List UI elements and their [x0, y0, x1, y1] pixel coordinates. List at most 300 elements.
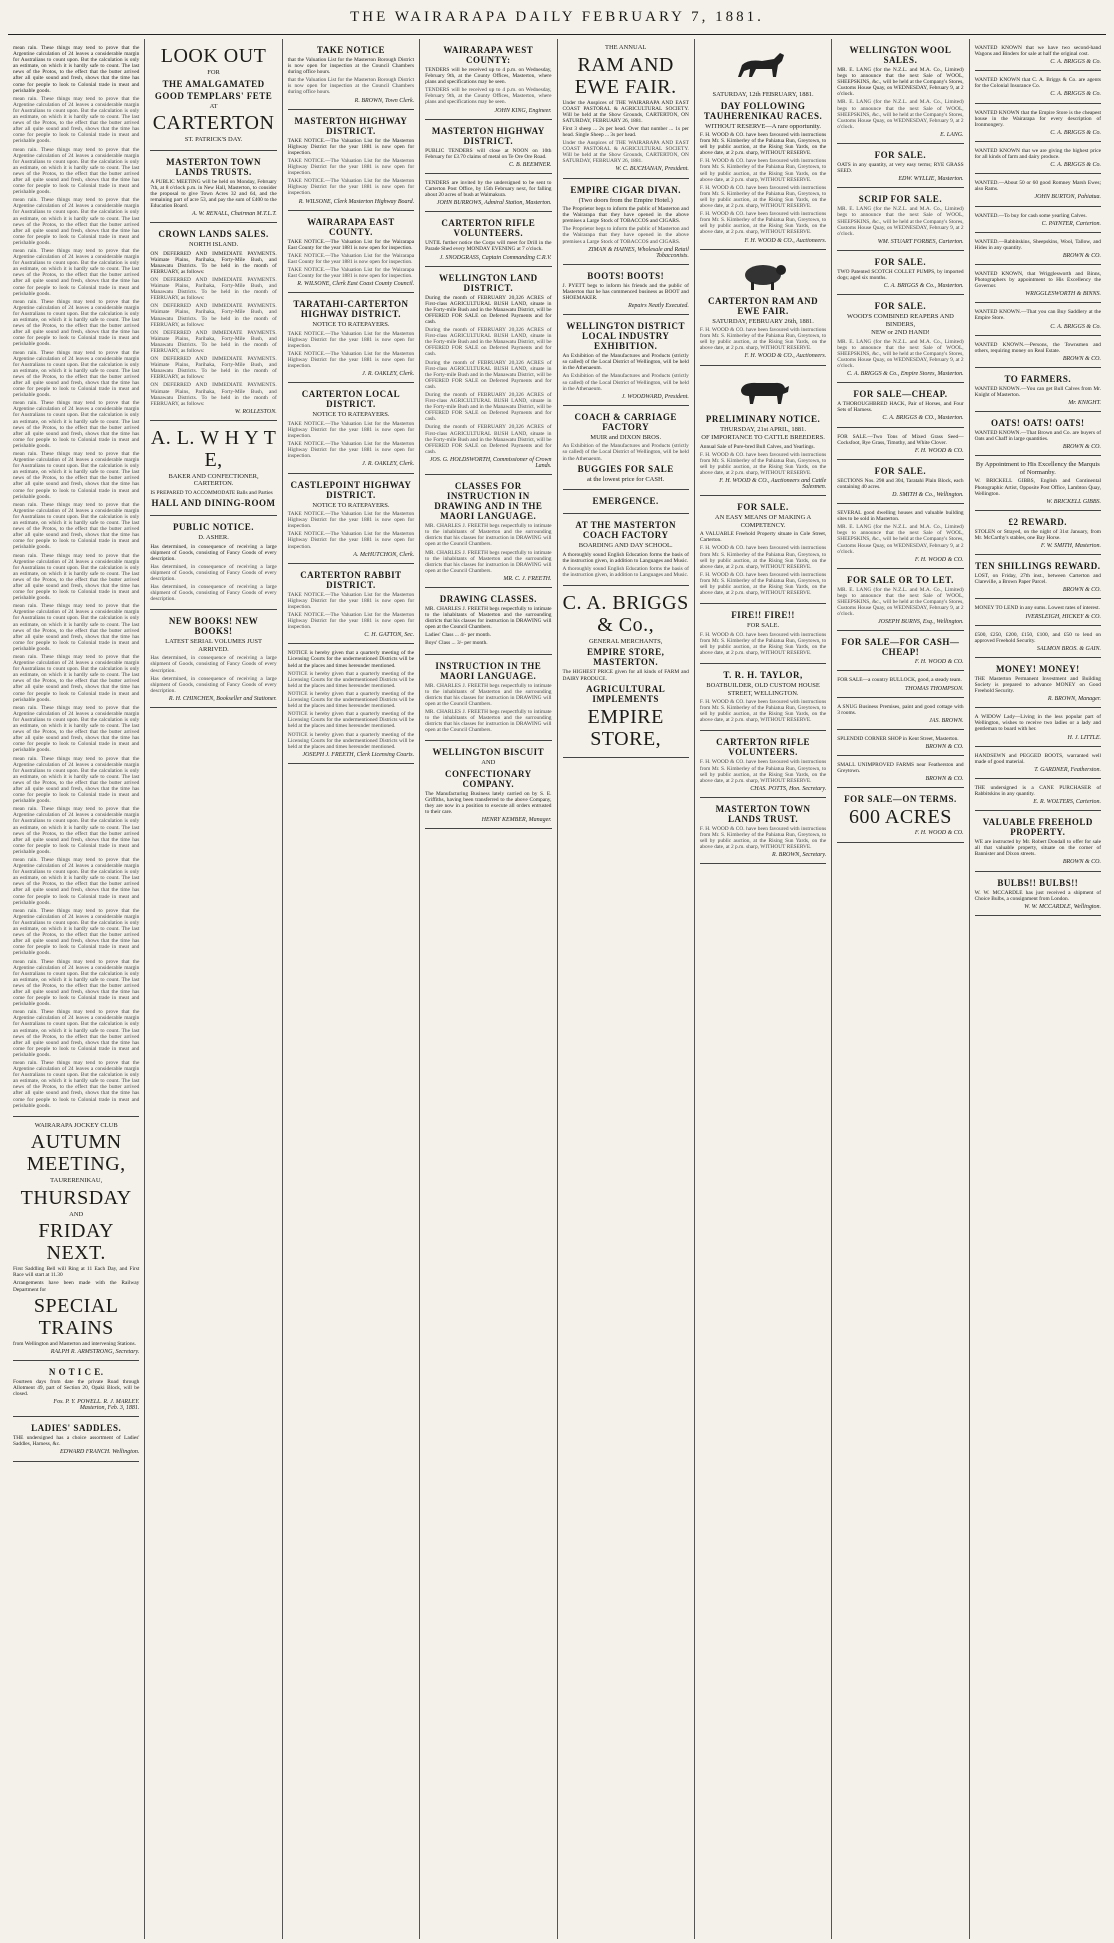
wanted-signature: BROWN & CO.: [1062, 355, 1101, 362]
wanted-signature: C. A. BRIGGS & Co.: [1050, 162, 1101, 169]
forsale-title: FOR SALE.: [737, 502, 789, 513]
trains-pre: Arrangements have been made with the Railway Department for: [13, 1280, 140, 1293]
notice-text: Fourteen days from date the private Road through Allotment 49, part of Section 20, Opaki Block, will be closed.: [13, 1378, 140, 1397]
snug-text: A SNUG Business Premises, paint and good cottage with 3 rooms.: [837, 703, 964, 716]
east-title: WAIRARAPA EAST COUNTY.: [307, 216, 395, 237]
east-text: TAKE NOTICE.—The Valuation List for the Wairarapa East County for the year 1881 is now open for inspection.: [287, 238, 415, 251]
lands-text: A PUBLIC MEETING will be held on Monday, February 7th, at 8 o'clock p.m. in New Hall, Masterton, to consider the proposal to give Town Acres 32 and 64, and the remaining part of acre 53, and pay the sum of £400 to the Education Board.: [150, 178, 277, 209]
races-text-cont: F. H. WOOD & CO. have been favoured with instructions from Mr. S. Kimberley of the Pahiatua Run, Greytown, to sell by public auction, at the Rising Sun Yards, on the above date, at 2 p.m. sharp, WITHOUT RESERVE.: [699, 158, 827, 183]
castlepoint-text: TAKE NOTICE.—The Valuation List for the Masterton Highway District for the year 1881 is now open for inspection.: [287, 531, 415, 550]
widow-signature: H. J. LITTLE.: [1067, 734, 1101, 741]
lookout-ad: [150, 39, 276, 151]
drawing-title: DRAWING CLASSES.: [439, 593, 537, 604]
school-title: AT THE MASTERTON COACH FACTORY: [575, 520, 676, 541]
ramewe-text-cont: Under the Auspices of THE WAIRARAPA AND EAST COAST PASTORAL & AGRICULTURAL SOCIETY. Will be held at the Show Grounds, CARTERTON, ON SATURDAY, FEBRUARY 26, 1881.: [562, 140, 689, 165]
rifle-title: CARTERTON RIFLE VOLUNTEERS.: [716, 737, 811, 758]
sections-ad: [837, 460, 963, 504]
carterton-text: TAKE NOTICE.—The Valuation List for the Masterton Highway District for the year 1881 is now open for inspection.: [287, 420, 415, 440]
biscuit-sub: CONFECTIONARY COMPANY.: [444, 768, 532, 789]
maori-classes-ad: [425, 475, 551, 588]
carterton-sub: NOTICE TO RATEPAYERS.: [312, 411, 390, 419]
column-7: [832, 39, 969, 1939]
club-name: WAIRARAPA JOCKEY CLUB: [34, 1121, 118, 1129]
dwelling-text-cont: MR. E. LANG (for the N.Z.L. and M.A. Co., Limited) begs to announce that the next Sale of WOOL, SHEEPSKINS, &c., will be held at the Company's Stores, Customs House Quay, on WEDNESDAY, February 9, at 2 o'clock.: [837, 524, 964, 555]
wanted-signature: BROWN & CO.: [1062, 252, 1101, 259]
asher-ad: [150, 516, 276, 610]
rifle-text: F. H. WOOD & CO. have been favoured with instructions from Mr. S. Kimberley of the Pahiatua Run, Greytown, to sell by public auction, at the Rising Sun Yards, on the above date, at 2 p.m. sharp, WITHOUT RESERVE.: [699, 759, 827, 784]
crown-sub: NORTH ISLAND.: [189, 241, 239, 249]
races-title: DAY FOLLOWING TAUHERENIKAU RACES.: [703, 100, 823, 121]
landdistrict-text-cont: During the month of FEBRUARY 20,326 ACRES of First-class AGRICULTURAL BUSH LAND, situate in the Forty-mile Bush and in the Manawatu District, will be OFFERED FOR SALE on Deferred Payments and for cash.: [425, 327, 552, 358]
appointment-title: By Appointment to His Excellency the Marquis of Normanby.: [975, 461, 1100, 476]
townlands-text: F. H. WOOD & CO. have been favoured with instructions from Mr. S. Kimberley of the Pahiatua Run, Greytown, to sell by public auction, at the Rising Sun Yards, on the above date, at 2 p.m. sharp, WITHOUT RESERVE.: [699, 825, 827, 851]
taratahi-signature: J. R. OAKLEY, Clerk.: [362, 371, 415, 378]
snug-signature: JAS. BROWN.: [929, 717, 964, 724]
column-5: [558, 39, 695, 1939]
grass-ad: [837, 428, 963, 460]
boots-note: Repairs Neatly Executed.: [628, 303, 689, 310]
wool-sales-ad: [837, 39, 963, 144]
article-text-cont: mean rain. These things may tend to prove that the Argentine calculation of 24 leaves a considerable margin for Australians to count upon. But the calculation is only an estimate, on which it is hardly safe to count. The last news of the Protos, to the effect that the butter arrived after all quite sound and fresh, shows that the time has come for people to look to Colonial trade in meat and perishable goods.: [13, 958, 140, 1008]
lookout-date: ST. PATRICK'S DAY.: [184, 136, 243, 143]
ramewe-title: RAM AND EWE FAIR.: [574, 53, 677, 98]
article-text-cont: mean rain. These things may tend to prove that the Argentine calculation of 24 leaves a considerable margin for Australians to count upon. But the calculation is only an estimate, on which it is hardly safe to count. The last news of the Protos, to the effect that the butter arrived after all quite sound and fresh, shows that the time has come for people to look to Colonial trade in meat and perishable goods.: [13, 248, 140, 297]
biscuit-title: WELLINGTON BISCUIT: [432, 747, 545, 758]
whyte-hall: HALL AND DINING-ROOM: [151, 498, 276, 508]
wool-signature: E. LANG.: [940, 131, 964, 138]
oats8-title: OATS! OATS! OATS!: [991, 418, 1085, 429]
farmers-signature: Mr. KNIGHT.: [1068, 400, 1101, 407]
wool-text: MR. E. LANG (for the N.Z.L. and M.A. Co., Limited) begs to announce that the next Sale of WOOL, SHEEPSKINS, &c., will be held at the Company's Stores, Customs House Quay, on WEDNESDAY, February 9, at 2 o'clock.: [837, 67, 964, 98]
money1-signature: IVERSLEIGH, HICKEY & CO.: [1025, 613, 1101, 620]
lands-signature: A. W. RENALL, Chairman M.T.L.T.: [192, 210, 277, 217]
article-text-cont: mean rain. These things may tend to prove that the Argentine calculation of 24 leaves a considerable margin for Australians to count upon. But the calculation is only an estimate, on which it is hardly safe to count. The last news of the Protos, to the effect that the butter arrived after all quite sound and fresh, shows that the time has come for people to look to Colonial trade in meat and perishable goods.: [13, 603, 140, 652]
instruction-title: INSTRUCTION IN THE MAORI LANGUAGE.: [435, 660, 542, 681]
reward-text: STOLEN or Strayed, on the night of 31st January, from Mr. McCarthy's stables, one Bay Horse.: [974, 528, 1101, 541]
castlepoint-signature: A. McHUTCHON, Clerk.: [353, 551, 415, 558]
licensing-ad: [288, 644, 414, 764]
highway-ad: [288, 110, 414, 211]
coach-title: COACH & CARRIAGE FACTORY: [574, 411, 677, 432]
wool-title: WELLINGTON WOOL SALES.: [849, 45, 952, 65]
carterton-text: TAKE NOTICE.—The Valuation List for the Masterton Highway District for the year 1881 is now open for inspection.: [287, 441, 415, 460]
article-text-cont: mean rain. These things may tend to prove that the Argentine calculation of 24 leaves a considerable margin for Australians to count upon. But the calculation is only an estimate, on which it is hardly safe to count. The last news of the Protos, to the effect that the butter arrived after all quite sound and fresh, shows that the time has come for people to look to Colonial trade in meat and perishable goods.: [13, 704, 140, 754]
grass-text: FOR SALE.—Two Tons of Mixed Grass Seed—Cocksfoot, Rye Grass, Timothy, and White Clover.: [837, 433, 964, 446]
widow-text: A WIDOW Lady—Living in the less popular part of Wellington, wishes to receive two ladies or a lady and gentleman to board with her.: [974, 714, 1101, 733]
sections-signature: D. SMITH & Co., Wellington.: [892, 491, 964, 498]
competency-ad: [700, 496, 826, 604]
forsale-text-cont: F. H. WOOD & CO. have been favoured with instructions from Mr. S. Kimberley of the Pahiatua Run, Greytown, to sell by public auction, at the Rising Sun Yards, on the above date, at 2 p.m. sharp, WITHOUT RESERVE.: [699, 545, 827, 570]
cheap-text: A THOROUGHBRED HACK, Pair of Horses, and Four Sets of Harness.: [837, 401, 964, 414]
wanted-text: WANTED.—Rabbitskins, Sheepskins, Wool, Tallow, and Hides in any quantity.: [974, 238, 1101, 251]
special-trains: SPECIAL TRAINS: [33, 1294, 119, 1339]
grass-signature: F. H. WOOD & CO.: [914, 447, 964, 454]
article-text-cont: mean rain. These things may tend to prove that the Argentine calculation of 24 leaves a considerable margin for Australians to count upon. But the calculation is only an estimate, on which it is hardly safe to count. The last news of the Protos, to the effect that the butter arrived after all quite sound and fresh, shows that the time has come for people to look to Colonial trade in meat and perishable goods.: [13, 349, 140, 399]
column-1: [8, 39, 145, 1939]
preliminary-text: Annual Sale of Pure-bred Bull Calves, and Yearlings.: [699, 443, 815, 450]
oats-wanted-ad: [975, 412, 1101, 456]
autumn-meeting-ad: [13, 1117, 139, 1361]
notice-signature: Fos. P. Y. POWELL. R. J. MARLEY.: [53, 1399, 140, 1406]
collie-signature: C. A. BRIGGS & Co., Masterton.: [883, 283, 964, 290]
terms-title: FOR SALE—ON TERMS.: [844, 794, 957, 805]
whyte-text: IS PREPARED TO ACCOMMODATE Balls and Parties: [150, 489, 273, 496]
exhibition-text: An Exhibition of the Manufactures and Products (strictly so called) of the Local District of Wellington, will be held in the Athenaeum.: [562, 353, 689, 372]
article-text-cont: mean rain. These things may tend to prove that the Argentine calculation of 24 leaves a considerable margin for Australians to count upon. But the calculation is only an estimate, on which it is hardly safe to count. The last news of the Protos, to the effect that the butter arrived after all quite sound and fresh, shows that the time has come for people to look to Colonial trade in meat and perishable goods.: [13, 400, 140, 449]
briggs-text: The HIGHEST PRICE given for all kinds of FARM and DAIRY PRODUCE.: [562, 669, 689, 682]
wanted-ad: [975, 174, 1101, 206]
cheap2-ad: [837, 631, 963, 671]
coach-factory-ad: [563, 406, 689, 490]
east-text-cont: TAKE NOTICE.—The Valuation List for the Wairarapa East County for the year 1881 is now open for inspection.: [287, 266, 415, 280]
notice1-text: that the Valuation List for the Masterton Borough District is now open for inspection at the Council Chambers during office hours.: [287, 57, 415, 76]
article-text-cont: mean rain. These things may tend to prove that the Argentine calculation of 24 leaves a considerable margin for Australians to count upon. But the calculation is only an estimate, on which it is hardly safe to count. The last news of the Protos, to the effect that the butter arrived after all quite sound and fresh, shows that the time has come for people to look to Colonial trade in meat and perishable goods.: [13, 552, 140, 602]
wanted-signature: C. PAYNTER, Carterton.: [1041, 220, 1101, 227]
rifles-text: UNTIL further notice the Corps will meet for Drill in the Parade Shed every MONDAY EVENING at 7 o'clock.: [425, 240, 552, 253]
notice1-text-cont: that the Valuation List for the Masterton Borough District is now open for inspection at the Council Chambers during office hours.: [287, 77, 415, 96]
landdistrict-text-cont: During the month of FEBRUARY 20,326 ACRES of First-class AGRICULTURAL BUSH LAND, situate in the Forty-mile Bush and in the Manawatu District, will be OFFERED FOR SALE on Deferred Payments and for cash.: [425, 424, 552, 455]
columns: [8, 39, 1106, 1939]
cigar-text-cont: The Proprietor begs to inform the public of Masterton and the Wairarapa that they have opened in the above premises a Large Stock of TOBACCOS and CIGARS.: [562, 226, 689, 245]
books-ad: [150, 610, 276, 708]
wanted-ad: [975, 142, 1101, 174]
article-text-cont: mean rain. These things may tend to prove that the Argentine calculation of 24 leaves a considerable margin for Australians to count upon. But the calculation is only an estimate, on which it is hardly safe to count. The last news of the Protos, to the effect that the butter arrived after all quite sound and fresh, shows that the time has come for people to look to Colonial trade in meat and perishable goods.: [13, 1060, 140, 1109]
oats-text: OATS in any quantity, at very easy terms; RYE GRASS SEED.: [837, 162, 964, 175]
notice1-title: TAKE NOTICE: [316, 45, 385, 55]
tenshillings-signature: BROWN & CO.: [1062, 587, 1101, 594]
fire-text: F. H. WOOD & CO. have been favoured with instructions from Mr. S. Kimberley of the Pahiatua Run, Greytown, to sell by public auction, at the Rising Sun Yards, on the above date, at 2 p.m. sharp, WITHOUT RESERVE.: [699, 631, 827, 656]
scrip-signature: WM. STUART FORBES, Carterton.: [877, 238, 964, 245]
trains-post: from Wellington and Masterton and intervening Stations.: [13, 1340, 136, 1347]
collie-ad: [837, 251, 963, 295]
biscuit-signature: HENRY KEMBER, Manager.: [481, 817, 552, 824]
ramewe-entries: First 3 sheep ... 2s per head. Over that number ... 1s per head. Single Sheep ... 3s per head.: [562, 125, 689, 138]
boots-ad: [563, 265, 689, 315]
column-3: [283, 39, 420, 1939]
oats8-text: WANTED KNOWN.—That Brown and Co. are buyers of Oats and Chaff in large quantities.: [974, 430, 1101, 443]
sections-title: FOR SALE.: [874, 465, 927, 476]
notice-date: Masterton, Feb. 3, 1881.: [79, 1405, 140, 1412]
widow-ad: [975, 708, 1101, 746]
east-text-cont: TAKE NOTICE.—The Valuation List for the Wairarapa East County for the year 1881 is now open for inspection.: [287, 252, 415, 265]
hack-ad: [837, 383, 963, 427]
ramewe-annual: THE ANNUAL: [605, 44, 647, 51]
wanted-text: WANTED KNOWN.—Persons, the Townsmen and others, requiring money on Real Estate.: [974, 341, 1101, 354]
reward-signature: F. W. SMITH, Masterton.: [1040, 543, 1101, 550]
highway-text-cont: TAKE NOTICE.—The Valuation List for the Masterton Highway District for the year 1881 is now open for inspection.: [287, 178, 415, 197]
castlepoint-text: TAKE NOTICE.—The Valuation List for the Masterton Highway District for the year 1881 is now open for inspection.: [287, 511, 415, 530]
farmers-ad: [975, 368, 1101, 412]
licensing-signature: JOSEPH J. FREETH, Clerk Licensing Courts.: [302, 751, 415, 758]
preliminary-date: THURSDAY, 21st APRIL, 1881.: [720, 425, 807, 433]
wanted-text: WANTED KNOWN that the Empire Store is the cheapest house in the Wairarapa for every description of Ironmongery.: [974, 109, 1101, 128]
asher-title: PUBLIC NOTICE.: [173, 522, 255, 532]
bullocks-ad: [837, 671, 963, 697]
wanted-ad: [975, 39, 1101, 71]
landdistrict-text-cont: During the month of FEBRUARY 20,326 ACRES of First-class AGRICULTURAL BUSH LAND, situate in the Forty-mile Bush and in the Manawatu District, will be OFFERED FOR SALE on Deferred Payments and for cash.: [425, 359, 552, 390]
cheap-signature: C. A. BRIGGS & CO., Masterton.: [882, 415, 964, 422]
books-signature: R. H. CHINCHEN, Bookseller and Stationer.: [168, 695, 277, 702]
let-title: FOR SALE OR TO LET.: [847, 574, 954, 585]
biscuit-text: The Manufacturing Business lately carried on by S. E. Griffiths, having been transferred to the above Company, they are now in a position to execute all orders entrusted to their care.: [425, 790, 552, 816]
rifles-title: CARTERTON RIFLE VOLUNTEERS.: [441, 218, 536, 239]
road-notice: [13, 1361, 139, 1417]
lands-title: MASTERTON TOWN LANDS TRUSTS.: [166, 156, 262, 177]
school-text-cont: A thoroughly sound English Education forms the basis of the instruction given, in addition to Languages and Music.: [562, 565, 689, 578]
east-signature: R. WILSONE, Clerk East Coast County Council.: [297, 281, 415, 288]
column-4: [420, 39, 557, 1939]
licensing-text: NOTICE is hereby given that a quarterly meeting of the Licensing Courts for the undermentioned Districts will be held at the places and times hereunder mentioned.: [287, 650, 415, 669]
crown-signature: W. ROLLESTON.: [234, 408, 277, 415]
rabbit-title: CARTERTON RABBIT DISTRICT.: [300, 569, 402, 590]
wanted-signature: JOHN BURTON, Pahiatua.: [1034, 194, 1101, 201]
preliminary-signature: F. H. WOOD & CO., Auctioneers and Cattle Salesmen.: [719, 478, 827, 491]
oats-sale-ad: [837, 144, 963, 188]
bulbs-title: BULBS!! BULBS!!: [997, 877, 1079, 888]
wanted-ad: [975, 303, 1101, 335]
horse-icon: [728, 47, 798, 87]
licensing-text-cont: NOTICE is hereby given that a quarterly meeting of the Licensing Courts for the undermentioned Districts will be held at the places and times hereunder mentioned.: [287, 670, 415, 689]
landdistrict-text: During the month of FEBRUARY 20,326 ACRES of First-class AGRICULTURAL BUSH LAND, situate in the Forty-mile Bush and in the Manawatu District, will be OFFERED FOR SALE on Deferred Payments and for cash.: [425, 294, 552, 325]
west-county-ad: [425, 39, 551, 120]
taylor-ad: [700, 664, 826, 731]
lookout-fete: GOOD TEMPLARS' FETE: [154, 90, 273, 101]
photographer-ad: [975, 456, 1101, 510]
whyte-sub: BAKER AND CONFECTIONER, CARTERTON.: [168, 472, 259, 488]
article-text-cont: mean rain. These things may tend to prove that the Argentine calculation of 24 leaves a considerable margin for Australians to count upon. But the calculation is only an estimate, on which it is hardly safe to count. The last news of the Protos, to the effect that the butter arrived after all quite sound and fresh, shows that the time has come for people to look to Colonial trade in meat and perishable goods.: [13, 907, 140, 957]
taylor-sub: BOATBUILDER, OLD CUSTOM HOUSE STREET, WELLINGTON.: [706, 682, 820, 697]
ten-shillings-ad: [975, 555, 1101, 599]
taratahi-sub: NOTICE TO RATEPAYERS.: [312, 321, 390, 329]
ram-ewe-fair-ad: [563, 39, 689, 179]
autumn-place: TAURERENIKAU,: [50, 1177, 103, 1185]
burrows-text: TENDERS are invited by the undersigned to be sent to Carterton Post Office, by 15th February next, for falling about 20 acres of bush at Waimakura.: [425, 179, 552, 199]
mhighway-title: MASTERTON HIGHWAY DISTRICT.: [431, 125, 545, 146]
boots-title: BOOTS! BOOTS!: [587, 270, 665, 281]
bull-icon: [733, 374, 793, 410]
crown-text-cont: ON DEFERRED AND IMMEDIATE PAYMENTS. Waimate Plains, Parihaka, Forty-Mile Bush, and Manawatu Districts. To be held in the month of FEBRUARY, as follows:: [150, 276, 277, 302]
school-sub: BOARDING AND DAY SCHOOL.: [578, 542, 673, 550]
farms-signature: BROWN & CO.: [925, 776, 964, 783]
licensing-text-cont: NOTICE is hereby given that a quarterly meeting of the Licensing Courts for the undermentioned Districts will be held at the places and times hereunder mentioned.: [287, 711, 415, 730]
taratahi-text: TAKE NOTICE.—The Valuation List for the Masterton Highway District for the year 1881 is now open for inspection.: [287, 351, 415, 370]
wanted-text: WANTED KNOWN that we have two second-hand Wagons and Binders for sale at half the original cost.: [974, 45, 1101, 58]
handsewn-text: HANDSEWN and PEGGED BOOTS, warranted well made of good material.: [974, 752, 1101, 765]
ram2-signature: F. H. WOOD & CO., Auctioneers.: [744, 353, 827, 360]
rifles-signature: J. SNODGRASS, Captain Commanding C.R.V.: [439, 254, 552, 261]
wanted-signature: WRIGGLESWORTH & BINNS.: [1025, 291, 1101, 298]
castlepoint-sub: NOTICE TO RATEPAYERS.: [312, 501, 390, 509]
preliminary-text-cont: F. H. WOOD & CO. have been favoured with instructions from Mr. S. Kimberley of the Pahiatua Run, Greytown, to sell by public auction, at the Rising Sun Yards, on the above date, at 2 p.m. sharp, WITHOUT RESERVE.: [699, 451, 827, 476]
notice1-signature: R. BROWN, Town Clerk.: [354, 97, 415, 104]
farmers-title: TO FARMERS.: [1004, 373, 1072, 384]
taratahi-title: TARATAHI-CARTERTON HIGHWAY DISTRICT.: [293, 299, 409, 320]
let-signature: JOSEPH BURNS, Esq., Wellington.: [878, 619, 964, 626]
collie-text: TWO Patented SCOTCH COLLET PUMPS, by imported dogs; aged six months.: [837, 268, 964, 281]
dwelling-text: SEVERAL good dwelling houses and valuable building sites to be sold in Masterton.: [837, 510, 964, 523]
appointment-signature: W. BRICKELL GIBBS.: [1046, 498, 1101, 505]
books-text: Has determined, in consequence of receiving a large shipment of Goods, consisting of Fancy Goods of every description.: [150, 675, 277, 694]
races-text-cont: F. H. WOOD & CO. have been favoured with instructions from Mr. S. Kimberley of the Pahiatua Run, Greytown, to sell by public auction, at the Rising Sun Yards, on the above date, at 2 p.m. sharp, WITHOUT RESERVE.: [699, 184, 827, 210]
school-ad: [563, 514, 689, 586]
article-text-cont: mean rain. These things may tend to prove that the Argentine calculation of 24 leaves a considerable margin for Australians to count upon. But the calculation is only an estimate, on which it is hardly safe to count. The last news of the Protos, to the effect that the butter arrived after all quite sound and fresh, shows that the time has come for people to look to Colonial trade in meat and perishable goods.: [13, 451, 140, 500]
wanted-ad: [975, 71, 1101, 103]
article-text-cont: mean rain. These things may tend to prove that the Argentine calculation of 24 leaves a considerable margin for Australians to count upon. But the calculation is only an estimate, on which it is hardly safe to count. The last news of the Protos, to the effect that the butter arrived after all quite sound and fresh, shows that the time has come for people to look to Colonial trade in meat and perishable goods.: [13, 806, 140, 855]
saddles-title: LADIES' SADDLES.: [31, 1423, 122, 1434]
dwelling-ad: [837, 504, 963, 569]
coach-sub: MUIR and DIXON BROS.: [590, 433, 662, 441]
mhighway-text: PUBLIC TENDERS will close at NOON on 10th February for £3.70 claims of metal on Te Ore Ore Road.: [425, 147, 552, 160]
property-title: VALUABLE FREEHOLD PROPERTY.: [982, 817, 1093, 838]
cigar-title: EMPIRE CIGAR DIVAN.: [570, 184, 681, 195]
burrows-ad: [425, 174, 551, 212]
saddles-text: THE undersigned has a choice assortment of Ladies' Saddles, Harness, &c.: [13, 1435, 140, 1448]
school-text: A thoroughly sound English Education forms the basis of the instruction given, in addition to Languages and Music.: [562, 551, 689, 564]
landdistrict-signature: JOS. G. HOLDSWORTH, Commissioner of Crown Lands.: [429, 456, 552, 470]
drawing-fees-ladies: Ladies' Class ... 4/- per month.: [425, 632, 491, 639]
cigar-sub: (Two doors from the Empire Hotel.): [578, 196, 673, 204]
snug-ad: [837, 698, 963, 730]
exhibition-signature: J. WOODWARD, President.: [621, 393, 689, 400]
article-text-cont: mean rain. These things may tend to prove that the Argentine calculation of 24 leaves a considerable margin for Australians to count upon. But the calculation is only an estimate, on which it is hardly safe to count. The last news of the Protos, to the effect that the butter arrived after all quite sound and fresh, shows that the time has come for people to look to Colonial trade in meat and perishable goods.: [13, 298, 140, 348]
handsewn-ad: [975, 747, 1101, 779]
races-text-cont: F. H. WOOD & CO. have been favoured with instructions from Mr. S. Kimberley of the Pahiatua Run, Greytown, to sell by public auction, at the Rising Sun Yards, on the above date, at 2 p.m. sharp, WITHOUT RESERVE.: [699, 211, 827, 236]
reapers-ad: [837, 295, 963, 383]
money3-signature: R. BROWN, Manager.: [1047, 696, 1101, 703]
money3-text: THE Masterton Permanent Investment and Building Society is prepared to advance MONEY on Good Freehold Security.: [974, 675, 1101, 695]
crown-text-cont: ON DEFERRED AND IMMEDIATE PAYMENTS. Waimate Plains, Parihaka, Forty-Mile Bush, and Manawatu Districts. To be held in the month of FEBRUARY, as follows:: [150, 382, 277, 407]
wanted-signature: C. A. BRIGGS & Co.: [1050, 91, 1101, 98]
article-text-cont: mean rain. These things may tend to prove that the Argentine calculation of 24 leaves a considerable margin for Australians to count upon. But the calculation is only an estimate, on which it is hardly safe to count. The last news of the Protos, to the effect that the butter arrived after all quite sound and fresh, shows that the time has come for people to look to Colonial trade in meat and perishable goods.: [13, 146, 140, 196]
crown-lands-ad: [150, 223, 276, 421]
terms-ad: [837, 788, 963, 842]
bulbs-signature: W. W. MCCARDLE, Wellington.: [1024, 903, 1101, 910]
emergency-title: EMERGENCE.: [592, 496, 659, 507]
autumn-text: First Saddling Bell will Ring at 11 Each Day, and First Race will start at 11.30: [13, 1266, 140, 1279]
races-sale-ad: [700, 39, 826, 250]
bulbs-text: W. W. MCCARDLE has just received a shipment of Choice Bulbs, a consignment from London.: [974, 889, 1101, 902]
reward-ad: [975, 511, 1101, 555]
scrip-ad: [837, 188, 963, 251]
handsewn-signature: T. GARDNER, Featherston.: [1034, 766, 1101, 773]
castlepoint-ad: [288, 474, 414, 564]
drawing-fees-boys: Boys' Class ... 3/- per month.: [425, 640, 488, 647]
bulbs-ad: [975, 872, 1101, 916]
lookout-for: FOR: [207, 69, 220, 76]
taylor-title: T. R. H. TAYLOR,: [723, 670, 803, 681]
article-text-cont: mean rain. These things may tend to prove that the Argentine calculation of 24 leaves a considerable margin for Australians to count upon. But the calculation is only an estimate, on which it is hardly safe to count. The last news of the Protos, to the effect that the butter arrived after all quite sound and fresh, shows that the time has come for people to look to Colonial trade in meat and perishable goods.: [13, 755, 140, 805]
crown-title: CROWN LANDS SALES.: [158, 229, 269, 240]
whyte-ad: [150, 421, 276, 516]
cheap2-signature: F. H. WOOD & CO.: [914, 659, 964, 666]
sheep-icon: [735, 258, 791, 292]
borough-notice: [288, 39, 414, 110]
farms-ad: [837, 756, 963, 788]
autumn-friday: FRIDAY NEXT.: [38, 1220, 114, 1265]
money3-title: MONEY! MONEY!: [995, 663, 1080, 674]
briggs-sub: GENERAL MERCHANTS,: [588, 637, 663, 645]
article-text-cont: mean rain. These things may tend to prove that the Argentine calculation of 24 leaves a considerable margin for Australians to count upon. But the calculation is only an estimate, on which it is hardly safe to count. The last news of the Protos, to the effect that the butter arrived after all quite sound and fresh, shows that the time has come for people to look to Colonial trade in meat and perishable goods.: [13, 501, 140, 551]
townlands-trust-ad: [700, 798, 826, 864]
maori-title: CLASSES FOR INSTRUCTION IN DRAWING AND IN THE MAORI LANGUAGE.: [434, 481, 543, 522]
landdistrict-text-cont: During the month of FEBRUARY 20,326 ACRES of First-class AGRICULTURAL BUSH LAND, situate in the Forty-mile Bush and in the Manawatu District, will be OFFERED FOR SALE on Deferred Payments and for cash.: [425, 392, 552, 423]
oats8-signature: BROWN & CO.: [1062, 444, 1101, 451]
wanted-text: WANTED.—About 50 or 60 good Romney Marsh Ewes; also Rams.: [974, 180, 1101, 193]
property-ad: [975, 811, 1101, 871]
east-county-ad: [288, 211, 414, 294]
forsale-text: A VALUABLE Freehold Property situate in Cole Street, Carterton.: [699, 531, 827, 544]
appointment-text: W. BRICKELL GIBBS, English and Continental Photographic Artist, Opposite Post Office, Lambton Quay, Wellington.: [974, 478, 1101, 497]
ramewe-text: Under the Auspices of THE WAIRARAPA AND EAST COAST PASTORAL & AGRICULTURAL SOCIETY. Will be held at the Show Grounds, CARTERTON, ON SATURDAY, FEBRUARY 26, 1881.: [562, 99, 689, 124]
taylor-text: F. H. WOOD & CO. have been favoured with instructions from Mr. S. Kimberley of the Pahiatua Run, Greytown, to sell by public auction, at the Rising Sun Yards, on the above date, at 2 p.m. sharp, WITHOUT RESERVE.: [699, 699, 827, 724]
fire-sub: FOR SALE.: [746, 622, 780, 630]
rifle-volunteers-ad: [700, 731, 826, 797]
wanted-text: WANTED KNOWN, that Wrigglesworth and Binns, Photographers by appointment to His Excellency the Governor.: [974, 270, 1101, 290]
briggs-store: EMPIRE STORE,: [587, 705, 664, 750]
crown-text-cont: ON DEFERRED AND IMMEDIATE PAYMENTS. Waimate Plains, Parihaka, Forty-Mile Bush, and Manawatu Districts. To be held in the month of FEBRUARY, as follows:: [150, 356, 277, 381]
money1-text: MONEY TO LEND in any sums. Lowest rates of interest.: [974, 605, 1100, 612]
money2-signature: SALMON BROS. & GAIN.: [1036, 645, 1101, 652]
reapers-sub2: NEW or 2ND HAND!: [871, 329, 930, 337]
whyte-title: A. L. W H Y T E,: [150, 426, 277, 471]
boots-text: J. PYETT begs to inform his friends and the public of Masterton that he has commenced business as BOOT and SHOEMAKER.: [562, 282, 689, 301]
oats-signature: EDW. WYLLIE, Masterton.: [898, 176, 964, 183]
instruction-text: MR. CHARLES J. FREETH begs respectfully to intimate to the inhabitants of Masterton and the surrounding districts that his classes for instruction in DRAWING will open at the Council Chambers.: [425, 682, 552, 707]
ram-fair-2-ad: [700, 250, 826, 366]
wanted-signature: C. A. BRIGGS & Co.: [1050, 323, 1101, 330]
wanted-signature: C. A. BRIGGS & Co.: [1050, 59, 1101, 66]
terms-signature: F. H. WOOD & CO.: [914, 830, 964, 837]
briggs-implements: AGRICULTURAL IMPLEMENTS: [586, 683, 666, 704]
wanted-ad: [975, 336, 1101, 368]
article-text-cont: mean rain. These things may tend to prove that the Argentine calculation of 24 leaves a considerable margin for Australians to count upon. But the calculation is only an estimate, on which it is hardly safe to count. The last news of the Protos, to the effect that the butter arrived after all quite sound and fresh, shows that the time has come for people to look to Colonial trade in meat and perishable goods.: [13, 95, 140, 145]
preliminary-sub: OF IMPORTANCE TO CATTLE BREEDERS.: [701, 434, 825, 442]
dwelling-signature: F. H. WOOD & CO.: [914, 556, 964, 563]
ramewe-signature: W. C. BUCHANAN, President.: [615, 166, 689, 173]
tenshillings-text: LOST, on Friday, 27th inst., between Carterton and Clareville, a Brown Paper Parcel.: [974, 573, 1101, 586]
cigar-divan-ad: [563, 179, 689, 265]
wanted-signature: C. A. BRIGGS & Co.: [1050, 129, 1101, 136]
burrows-signature: JOHN BURROWS, Admiral Station, Masterton.: [436, 200, 552, 207]
column-2: [145, 39, 282, 1939]
article-text-cont: mean rain. These things may tend to prove that the Argentine calculation of 24 leaves a considerable margin for Australians to count upon. But the calculation is only an estimate, on which it is hardly safe to count. The last news of the Protos, to the effect that the butter arrived after all quite sound and fresh, shows that the time has come for people to look to Colonial trade in meat and perishable goods.: [13, 654, 140, 703]
highway-signature: R. WILSONE, Clerk Masterton Highway Board.: [298, 198, 415, 205]
wanted-text: WANTED KNOWN.—That you can Buy Saddlery at the Empire Store.: [974, 309, 1101, 322]
maori-signature: MR. C. J. FREETH.: [503, 575, 552, 582]
crown-text-cont: ON DEFERRED AND IMMEDIATE PAYMENTS. Waimate Plains, Parihaka, Forty-Mile Bush, and Manawatu Districts. To be held in the month of FEBRUARY, as follows:: [150, 329, 277, 354]
biscuit-ad: [425, 741, 551, 829]
west-text: TENDERS will be received up to 4 p.m. on Wednesday, February 9th, at the County Offices, Masterton, where plans and specifications may be seen.: [425, 67, 552, 86]
rifle-signature: CHAS. POTTS, Hon. Secretary.: [750, 785, 827, 792]
fire-ad: [700, 604, 826, 664]
highway-title: MASTERTON HIGHWAY DISTRICT.: [294, 115, 408, 136]
corner-text: SPLENDID CORNER SHOP in Kent Street, Masterton.: [837, 735, 959, 742]
autumn-title: AUTUMN MEETING,: [26, 1131, 126, 1176]
article-text-cont: mean rain. These things may tend to prove that the Argentine calculation of 24 leaves a considerable margin for Australians to count upon. But the calculation is only an estimate, on which it is hardly safe to count. The last news of the Protos, to the effect that the butter arrived after all quite sound and fresh, shows that the time has come for people to look to Colonial trade in meat and perishable goods.: [13, 197, 140, 246]
money3-ad: [975, 658, 1101, 708]
farmers-text: WANTED KNOWN.—You can get Bull Calves from Mr. Knight of Masterton.: [974, 385, 1101, 398]
wanted-text: WANTED KNOWN that C. A. Briggs & Co. are agents for the Colonial Insurance Co.: [974, 77, 1101, 90]
instruction-ad: [425, 655, 551, 742]
ram2-date: SATURDAY, FEBRUARY 26th, 1881.: [712, 317, 814, 325]
autumn-and: AND: [69, 1210, 84, 1218]
oats-title: FOR SALE.: [874, 150, 927, 161]
coach-text: An Exhibition of the Manufactures and Products (strictly so called) of the Local District of Wellington, will be held in the Athenaeum.: [562, 443, 689, 462]
scrip-text: MR. E. LANG (for the N.Z.L. and M.A. Co., Limited) begs to announce that the next Sale of WOOL, SHEEPSKINS, &c., will be held at the Company's Stores, Customs House Quay, on WEDNESDAY, February 9, at 2 o'clock.: [837, 206, 964, 237]
column-8: [970, 39, 1106, 1939]
lookout-at: AT: [209, 102, 218, 110]
forsale-sub: AN EASY MEANS OF MAKING A COMPETENCY.: [714, 514, 812, 529]
